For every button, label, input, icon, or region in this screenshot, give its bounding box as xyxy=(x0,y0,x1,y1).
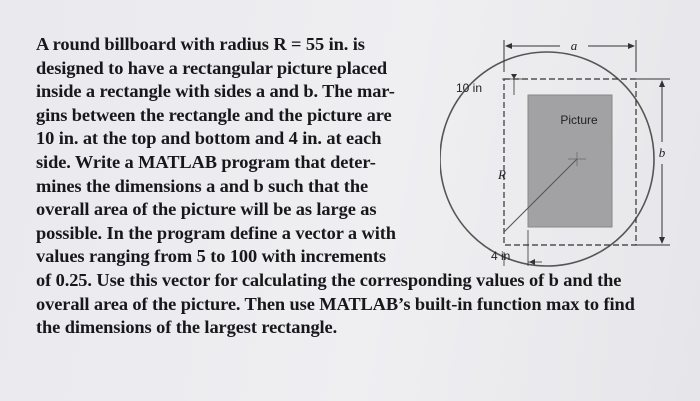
problem-line: A round billboard with radius R = 55 in. is xyxy=(36,34,365,54)
billboard-diagram-svg xyxy=(440,30,700,275)
dimension-b-label: b xyxy=(658,145,666,160)
dim-b-arrow-bottom xyxy=(659,237,665,244)
top-margin-arrow xyxy=(511,74,517,79)
dimension-a-label: a xyxy=(570,38,578,53)
side-margin-label: 4 in xyxy=(491,249,511,263)
billboard-diagram xyxy=(440,30,700,275)
dim-a-arrow-left xyxy=(505,43,512,49)
problem-line: values ranging from 5 to 100 with increments xyxy=(36,246,386,267)
problem-line: 10 in. at the top and bottom and 4 in. at each xyxy=(36,128,382,149)
problem-line: of 0.25. Use this vector for calculating the corresponding values of b and the xyxy=(36,269,622,290)
problem-line: the dimensions of the largest rectangle. xyxy=(36,317,338,338)
top-margin-label: 10 in xyxy=(456,81,483,95)
dim-a-arrow-right xyxy=(628,43,635,49)
problem-line: side. Write a MATLAB program that deter- xyxy=(36,151,376,172)
problem-line: designed to have a rectangular picture placed xyxy=(36,57,388,78)
radius-label: R xyxy=(498,167,506,182)
picture-label: Picture xyxy=(560,113,598,127)
dim-b-arrow-top xyxy=(659,80,665,87)
problem-line: mines the dimensions a and b such that the xyxy=(36,175,369,196)
problem-line: possible. In the program define a vector a with xyxy=(36,222,396,243)
problem-line: overall area of the picture will be as large as xyxy=(36,199,377,220)
problem-line: inside a rectangle with sides a and b. The mar- xyxy=(36,81,395,102)
problem-line: overall area of the picture. Then use MATLAB’s built-in function max to find xyxy=(36,293,635,314)
problem-line: gins between the rectangle and the picture are xyxy=(36,104,392,125)
